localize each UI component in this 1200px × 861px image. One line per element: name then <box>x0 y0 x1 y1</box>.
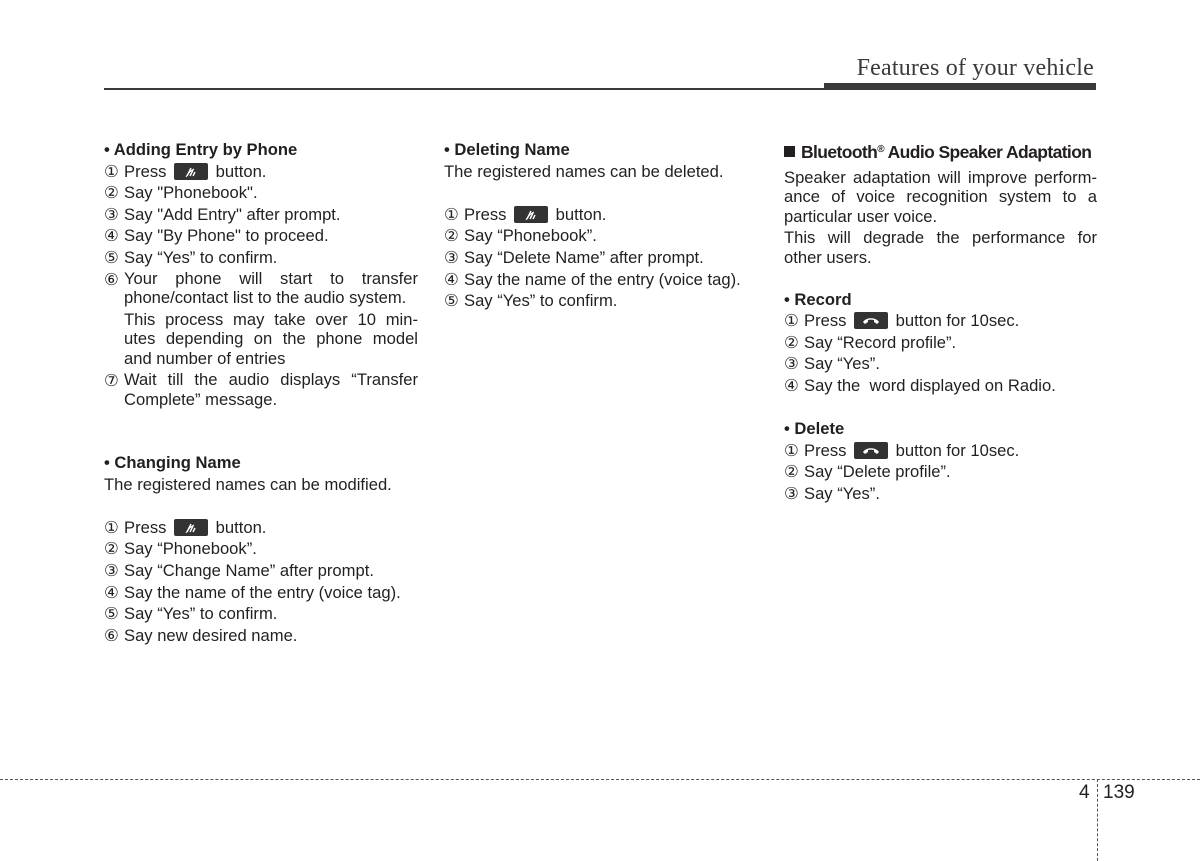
delete-step-2 <box>784 461 1097 483</box>
step-text: Say “Yes” to confirm. <box>464 291 618 311</box>
step-text-pre: Press <box>124 161 167 181</box>
voice-talk-icon <box>514 206 548 223</box>
step-number: ① <box>784 311 799 331</box>
record-step-4 <box>784 375 1097 397</box>
step-text: Say “Yes”. <box>804 354 880 374</box>
step-number: ① <box>784 440 799 460</box>
step-number: ③ <box>104 561 119 581</box>
changing-name-heading: • Changing Name <box>104 453 241 473</box>
step-number: ③ <box>784 484 799 504</box>
voice-talk-icon <box>174 519 208 536</box>
footer-divider <box>0 779 1200 780</box>
changing-step-3 <box>104 560 418 582</box>
deleting-step-4 <box>444 269 760 291</box>
step-number: ② <box>784 462 799 482</box>
record-step-1 <box>784 310 1097 332</box>
step-number: ② <box>784 332 799 352</box>
phone-hangup-icon <box>854 312 888 329</box>
step-text-pre: Press <box>804 440 847 460</box>
page-header-title: Features of your vehicle <box>856 55 1094 81</box>
step-number: ③ <box>784 354 799 374</box>
step-text: Say “Phonebook”. <box>124 539 257 559</box>
changing-step-2 <box>104 538 418 560</box>
step-text: Say “Yes”. <box>804 484 880 504</box>
header-rule <box>104 88 824 90</box>
step-number: ⑥ <box>104 625 119 645</box>
deleting-step-1 <box>444 204 760 226</box>
step-text: Say "Add Entry" after prompt. <box>124 204 341 224</box>
changing-step-6 <box>104 625 418 647</box>
footer-vertical-divider <box>1097 779 1098 861</box>
adding-entry-heading: • Adding Entry by Phone <box>104 140 298 159</box>
step-text-post: button. <box>215 517 267 537</box>
adding-step-5 <box>104 247 418 269</box>
column-right <box>784 139 1097 505</box>
page-number: 139 <box>1103 782 1135 803</box>
square-bullet-icon <box>784 146 795 157</box>
column-left <box>104 139 418 646</box>
changing-step-1 <box>104 517 418 539</box>
step-text-pre: Press <box>804 311 847 331</box>
section-title <box>784 139 1097 164</box>
step-number: ② <box>104 183 119 203</box>
step-text: Say “Yes” to confirm. <box>124 247 278 267</box>
step-text: Say "Phonebook". <box>124 183 258 203</box>
section-desc-2: This will degrade the performance for other users. <box>784 228 1097 267</box>
step-number: ⑤ <box>104 604 119 624</box>
deleting-name-desc: The registered names can be deleted. <box>444 161 724 181</box>
step-number: ② <box>104 539 119 559</box>
voice-talk-icon <box>174 163 208 180</box>
deleting-name-heading: • Deleting Name <box>444 140 570 159</box>
step-text: Say “Delete Name” after prompt. <box>464 247 704 267</box>
step-text: Say “Phonebook”. <box>464 226 597 246</box>
spacer <box>104 409 418 452</box>
deleting-step-3 <box>444 247 760 269</box>
step-text: Say new desired name. <box>124 625 298 645</box>
record-step-3 <box>784 353 1097 375</box>
step-text: Say the word displayed on Radio. <box>804 376 1056 396</box>
spacer <box>784 267 1097 289</box>
step-number: ④ <box>784 376 799 396</box>
step-text: Say “Yes” to confirm. <box>124 604 278 624</box>
adding-step-3 <box>104 204 418 226</box>
column-middle <box>444 139 760 312</box>
step-number: ③ <box>104 204 119 224</box>
step-number: ① <box>444 204 459 224</box>
header-rule-accent <box>824 83 1096 90</box>
step-text: Say the name of the entry (voice tag). <box>464 269 741 289</box>
section-title-rest: Audio Speaker Adaptation <box>884 142 1092 162</box>
step-number: ⑤ <box>444 291 459 311</box>
delete-heading: • Delete <box>784 419 845 439</box>
step-number: ① <box>104 517 119 537</box>
step-number: ④ <box>104 226 119 246</box>
adding-step-7 <box>104 370 418 409</box>
step-text: Say “Delete profile”. <box>804 462 951 482</box>
step-number: ③ <box>444 247 459 267</box>
step-text-post: button. <box>555 204 607 224</box>
adding-step-1 <box>104 161 418 183</box>
delete-step-3 <box>784 483 1097 505</box>
step-text-pre: Press <box>464 204 507 224</box>
phone-hangup-icon <box>854 442 888 459</box>
step-text: Say "By Phone" to proceed. <box>124 226 329 246</box>
step-text: Wait till the audio displays “Transfer Complete” message. <box>124 370 418 409</box>
spacer <box>104 495 418 517</box>
adding-step-6 <box>104 269 418 369</box>
step-text-post: button. <box>215 161 267 181</box>
step-number: ⑦ <box>104 371 119 391</box>
spacer <box>444 182 760 204</box>
section-desc-1: Speaker adaptation will improve perform-ance of voice recognition system to a particular user voice. <box>784 167 1097 226</box>
spacer <box>784 397 1097 419</box>
step-text: Say “Record profile”. <box>804 332 957 352</box>
adding-step-2 <box>104 182 418 204</box>
changing-step-5 <box>104 603 418 625</box>
chapter-number: 4 <box>1079 782 1090 803</box>
record-step-2 <box>784 332 1097 354</box>
step-text: Say the name of the entry (voice tag). <box>124 582 401 602</box>
section-title-brand: Bluetooth <box>801 142 878 162</box>
step-number: ⑥ <box>104 269 119 289</box>
record-heading: • Record <box>784 289 852 309</box>
step-note: This process may take over 10 min-utes depending on the phone model and number of entries <box>124 309 418 368</box>
adding-step-4 <box>104 225 418 247</box>
changing-name-desc: The registered names can be modified. <box>104 474 392 494</box>
step-number: ④ <box>444 269 459 289</box>
deleting-step-5 <box>444 290 760 312</box>
delete-step-1 <box>784 440 1097 462</box>
step-number: ⑤ <box>104 247 119 267</box>
step-text-pre: Press <box>124 517 167 537</box>
step-number: ① <box>104 161 119 181</box>
deleting-step-2 <box>444 225 760 247</box>
step-text-post: button for 10sec. <box>895 311 1020 331</box>
step-text-post: button for 10sec. <box>895 440 1020 460</box>
registered-mark: ® <box>877 144 885 155</box>
step-number: ④ <box>104 582 119 602</box>
step-text: Say “Change Name” after prompt. <box>124 561 374 581</box>
step-number: ② <box>444 226 459 246</box>
step-text: Your phone will start to transfer phone/contact list to the audio system. <box>124 268 418 308</box>
changing-step-4 <box>104 582 418 604</box>
